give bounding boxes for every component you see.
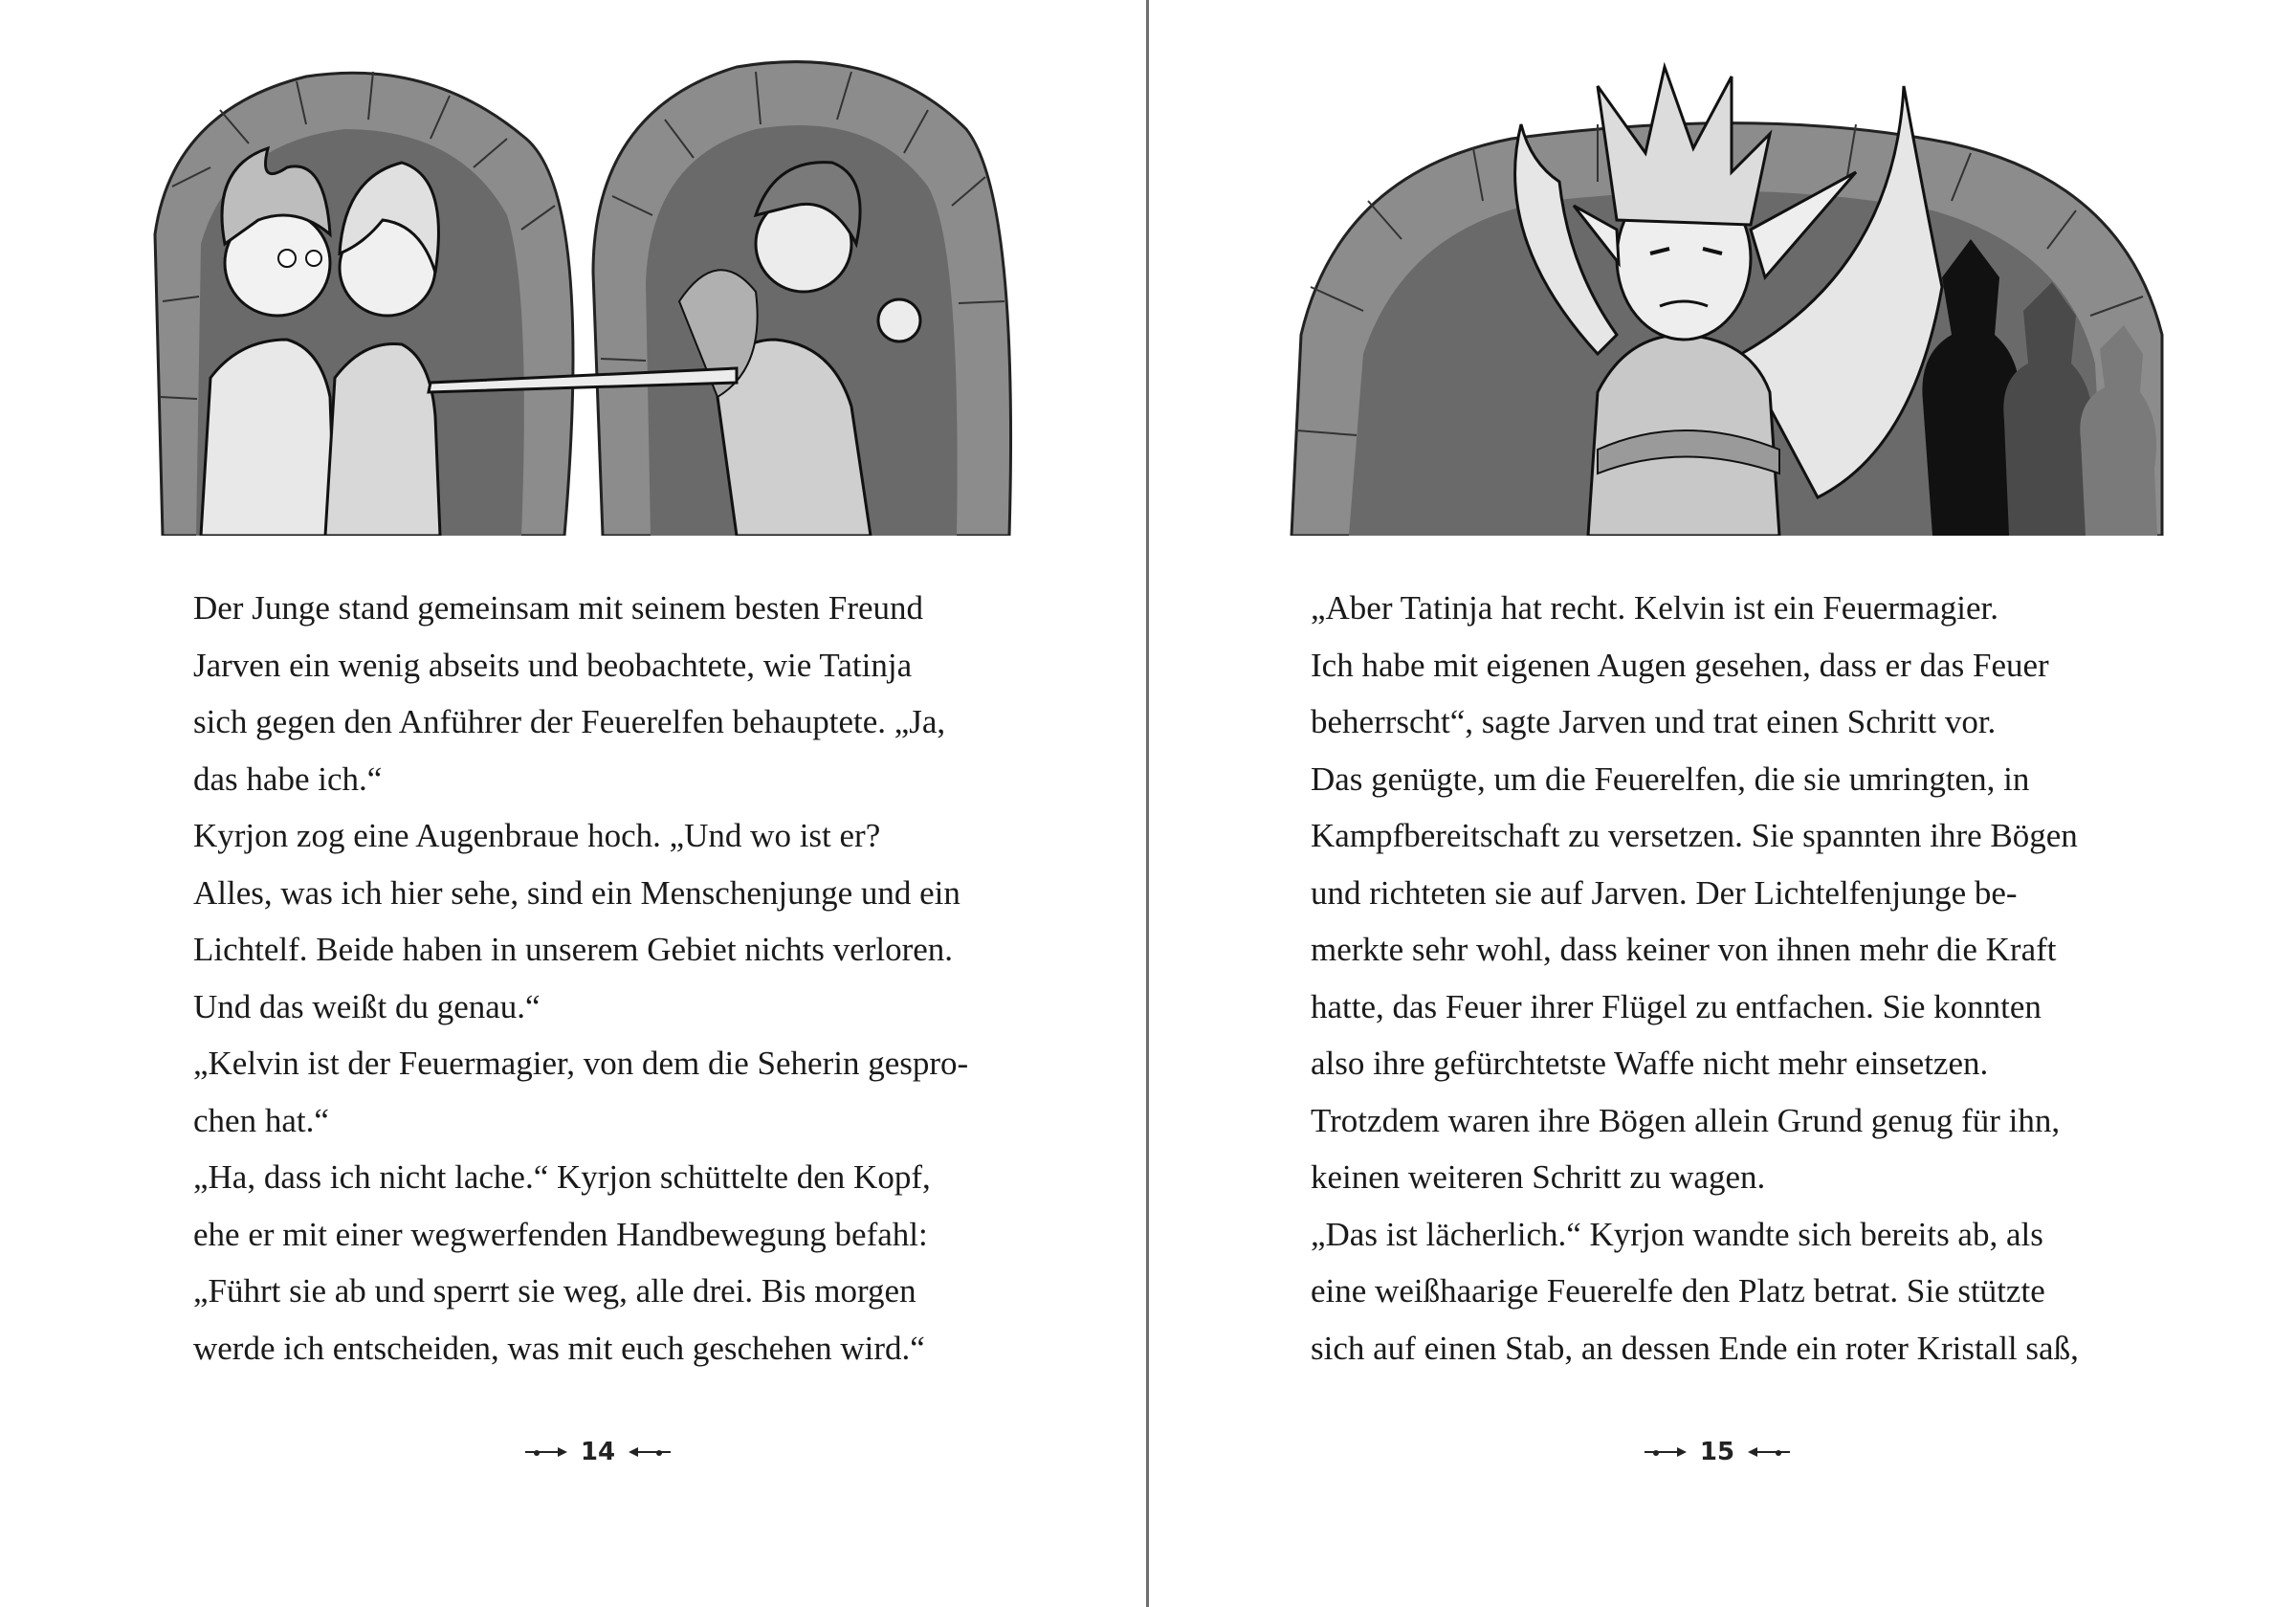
text-line: „Das ist lächerlich.“ Kyrjon wandte sich bereits ab, als — [1311, 1215, 2043, 1253]
text-line: merkte sehr wohl, dass keiner von ihnen mehr die Kraft — [1311, 931, 2057, 968]
right-page — [1148, 0, 2296, 1607]
text-line: ehe er mit einer wegwerfenden Handbewegung befahl: — [193, 1215, 928, 1253]
ornament-right-icon — [625, 1444, 673, 1460]
text-line: Alles, was ich hier sehe, sind ein Menschenjunge und ein — [193, 873, 960, 912]
text-line: chen hat.“ — [193, 1101, 329, 1139]
left-page-text — [193, 580, 968, 1376]
text-line: eine weißhaarige Feuerelfe den Platz betrat. Sie stützte — [1311, 1272, 2045, 1310]
text-line: Lichtelf. Beide haben in unserem Gebiet nichts verloren. — [193, 931, 954, 968]
text-line: „Ha, dass ich nicht lache.“ Kyrjon schüttelte den Kopf, — [193, 1158, 931, 1196]
text-line: also ihre gefürchtetste Waffe nicht mehr einsetzen. — [1311, 1045, 1989, 1082]
ornament-right-icon — [1744, 1444, 1792, 1460]
text-line: „Aber Tatinja hat recht. Kelvin ist ein Feuermagier. — [1311, 589, 1999, 627]
text-line: und richteten sie auf Jarven. Der Lichtelfenjunge be- — [1311, 873, 2018, 912]
text-line: werde ich entscheiden, was mit euch geschehen wird.“ — [193, 1329, 925, 1367]
page-number: 14 — [580, 1438, 616, 1466]
text-line: Jarven ein wenig abseits und beobachtete, wie Tatinja — [193, 646, 913, 684]
page-number-left — [502, 1433, 694, 1471]
text-line: sich gegen den Anführer der Feuerelfen behauptete. „Ja, — [193, 703, 946, 740]
text-line: hatte, das Feuer ihrer Flügel zu entfachen. Sie konnten — [1311, 987, 2042, 1025]
ornament-left-icon — [523, 1444, 571, 1460]
cave-scene-illustration — [144, 53, 1024, 536]
text-line: Der Junge stand gemeinsam mit seinem besten Freund — [193, 589, 924, 627]
right-page-text — [1311, 580, 2079, 1376]
text-line: Trotzdem waren ihre Bögen allein Grund genug für ihn, — [1311, 1101, 2061, 1139]
text-line: Ich habe mit eigenen Augen gesehen, dass er das Feuer — [1311, 646, 2049, 684]
text-line: „Kelvin ist der Feuermagier, von dem die Seherin gespro- — [193, 1045, 969, 1082]
text-line: Das genügte, um die Feuerelfen, die sie umringten, in — [1311, 759, 2030, 798]
text-line: das habe ich.“ — [193, 759, 383, 798]
ornament-left-icon — [1643, 1444, 1690, 1460]
illustration-art — [1282, 48, 2172, 536]
page-number-right — [1622, 1433, 1813, 1471]
text-line: „Führt sie ab und sperrt sie weg, alle drei. Bis morgen — [193, 1272, 916, 1310]
text-line: keinen weiteren Schritt zu wagen. — [1311, 1158, 1766, 1196]
text-line: Kampfbereitschaft zu versetzen. Sie spannten ihre Bögen — [1311, 817, 2078, 854]
illustration-art — [144, 53, 1024, 536]
text-line: beherrscht“, sagte Jarven und trat einen Schritt vor. — [1311, 703, 1997, 740]
text-line: Und das weißt du genau.“ — [193, 987, 541, 1025]
text-line: Kyrjon zog eine Augenbraue hoch. „Und wo ist er? — [193, 817, 881, 854]
winged-elf-illustration — [1282, 48, 2172, 536]
text-line: sich auf einen Stab, an dessen Ende ein roter Kristall saß, — [1311, 1329, 2079, 1367]
page-number: 15 — [1699, 1438, 1735, 1466]
